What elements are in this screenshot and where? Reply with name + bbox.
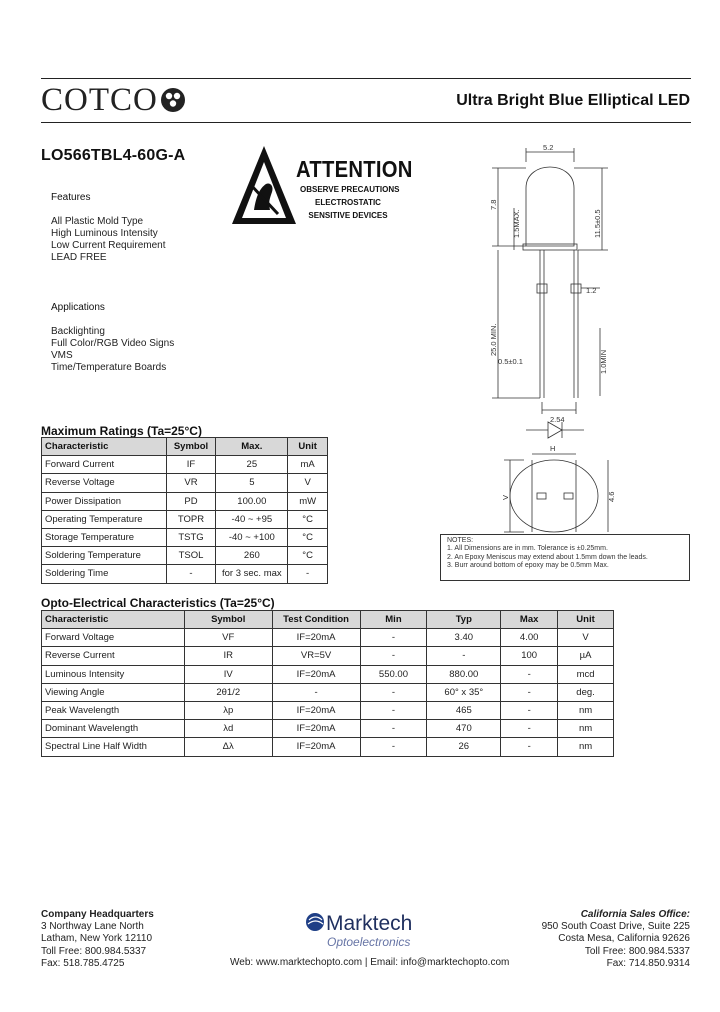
table-cell: nm <box>558 738 614 756</box>
table-cell: - <box>501 683 558 701</box>
table-row <box>42 547 328 565</box>
note-line: 2. An Epoxy Meniscus may extend about 1.5mm down the leads. <box>447 553 648 561</box>
table-cell: 550.00 <box>360 665 427 683</box>
table-cell: IF=20mA <box>272 665 360 683</box>
table-row <box>42 701 614 719</box>
attention-title: ATTENTION <box>296 156 413 182</box>
led-lens-outline <box>526 167 574 246</box>
max-ratings-title: Maximum Ratings (Ta=25°C) <box>41 424 202 438</box>
max-ratings-table <box>41 437 328 584</box>
table-cell: - <box>272 683 360 701</box>
headquarters-block <box>41 909 154 970</box>
column-header: Symbol <box>184 611 272 629</box>
led-top-view-outline <box>510 460 598 532</box>
table-cell: V <box>288 474 328 492</box>
table-row <box>42 510 328 528</box>
table-cell: 2θ1/2 <box>184 683 272 701</box>
table-cell: 60° x 35° <box>427 683 501 701</box>
note-line: NOTES: <box>447 537 474 544</box>
dim-total-label: 11.5±0.5 <box>593 209 602 238</box>
application-item: VMS <box>51 350 73 361</box>
column-header: Characteristic <box>42 611 185 629</box>
table-cell: Soldering Time <box>42 565 167 583</box>
table-cell: Soldering Temperature <box>42 547 167 565</box>
column-header: Max <box>501 611 558 629</box>
ca-line: Toll Free: 800.984.5337 <box>584 945 690 957</box>
column-header: Unit <box>558 611 614 629</box>
table-cell: IF=20mA <box>272 720 360 738</box>
table-cell: °C <box>288 547 328 565</box>
dim-oval-h-label: H <box>550 444 556 453</box>
attention-line: SENSITIVE DEVICES <box>308 211 388 220</box>
table-cell: - <box>360 720 427 738</box>
cotco-logo <box>41 82 201 118</box>
column-header: Max. <box>216 438 288 456</box>
ca-line: Fax: 714.850.9314 <box>606 957 690 969</box>
table-cell: IF <box>166 456 216 474</box>
dim-side-v-label: V <box>501 494 510 500</box>
table-cell: V <box>558 629 614 647</box>
table-cell: λp <box>184 701 272 719</box>
table-cell: - <box>360 738 427 756</box>
hq-line: Toll Free: 800.984.5337 <box>41 945 147 957</box>
table-cell: Storage Temperature <box>42 528 167 546</box>
column-header: Min <box>360 611 427 629</box>
ca-title: California Sales Office: <box>580 909 690 920</box>
table-cell: TSOL <box>166 547 216 565</box>
note-line: 3. Burr around bottom of epoxy may be 0.5mm Max. <box>447 561 609 569</box>
table-cell: deg. <box>558 683 614 701</box>
features-heading: Features <box>51 192 91 203</box>
table-cell: µA <box>558 647 614 665</box>
table-cell: - <box>360 647 427 665</box>
table-cell: PD <box>166 492 216 510</box>
table-row <box>42 456 328 474</box>
table-cell: IF=20mA <box>272 701 360 719</box>
dim-lead-length-label: 25.0 MIN. <box>489 323 498 356</box>
table-cell: Peak Wavelength <box>42 701 185 719</box>
ca-line: 950 South Coast Drive, Suite 225 <box>541 921 690 933</box>
table-row <box>42 647 614 665</box>
table-cell: 4.00 <box>501 629 558 647</box>
attention-line: OBSERVE PRECAUTIONS <box>300 185 400 194</box>
dim-pitch-label: 2.54 <box>550 415 565 424</box>
logo-sub: Optoelectronics <box>327 935 411 949</box>
table-cell: Spectral Line Half Width <box>42 738 185 756</box>
table-cell: Luminous Intensity <box>42 665 185 683</box>
table-cell: Operating Temperature <box>42 510 167 528</box>
table-cell: for 3 sec. max <box>216 565 288 583</box>
table-cell: - <box>166 565 216 583</box>
marktech-logo-globe-icon <box>306 913 324 931</box>
logo-text: COTCO <box>41 81 158 118</box>
led-flange <box>523 244 577 250</box>
table-row <box>42 492 328 510</box>
opto-characteristics-body <box>42 629 614 756</box>
table-cell: 465 <box>427 701 501 719</box>
dim-oval-v-label: 4.6 <box>607 491 616 502</box>
table-cell: Power Dissipation <box>42 492 167 510</box>
part-number: LO566TBL4-60G-A <box>41 147 186 164</box>
dim-height-label: 7.8 <box>489 199 498 210</box>
feature-item: LEAD FREE <box>51 252 107 263</box>
esd-warning-icon <box>230 144 298 226</box>
table-header-row <box>42 611 614 629</box>
table-cell: Reverse Current <box>42 647 185 665</box>
table-row <box>42 665 614 683</box>
table-cell: °C <box>288 528 328 546</box>
table-cell: 3.40 <box>427 629 501 647</box>
table-cell: nm <box>558 701 614 719</box>
table-cell: TOPR <box>166 510 216 528</box>
california-office-block <box>542 909 690 970</box>
table-cell: nm <box>558 720 614 738</box>
opto-characteristics-table <box>41 610 614 757</box>
table-cell: °C <box>288 510 328 528</box>
table-cell: 470 <box>427 720 501 738</box>
table-cell: - <box>501 738 558 756</box>
package-dimension-drawing <box>440 138 690 580</box>
table-cell: 100.00 <box>216 492 288 510</box>
max-ratings-body <box>42 456 328 583</box>
table-cell: Reverse Voltage <box>42 474 167 492</box>
dim-tab-label: 1.2 <box>586 286 597 295</box>
table-header-row <box>42 438 328 456</box>
table-cell: - <box>501 701 558 719</box>
table-cell: 5 <box>216 474 288 492</box>
header-rule <box>41 122 691 123</box>
column-header: Test Condition <box>272 611 360 629</box>
table-cell: IV <box>184 665 272 683</box>
table-cell: VF <box>184 629 272 647</box>
table-cell: - <box>360 701 427 719</box>
table-row <box>42 629 614 647</box>
applications-heading: Applications <box>51 302 105 313</box>
hq-line: Latham, New York 12110 <box>41 933 153 945</box>
table-cell: 100 <box>501 647 558 665</box>
table-cell: -40 ~ +95 <box>216 510 288 528</box>
table-cell: mcd <box>558 665 614 683</box>
table-cell: VR=5V <box>272 647 360 665</box>
dim-lead-width-label: 0.5±0.1 <box>498 357 523 366</box>
ca-line: Costa Mesa, California 92626 <box>558 933 690 945</box>
table-row <box>42 683 614 701</box>
table-row <box>42 720 614 738</box>
table-cell: mW <box>288 492 328 510</box>
attention-line: ELECTROSTATIC <box>315 198 381 207</box>
table-cell: - <box>360 683 427 701</box>
hq-line: Fax: 518.785.4725 <box>41 957 125 969</box>
table-cell: - <box>360 629 427 647</box>
table-cell: Forward Current <box>42 456 167 474</box>
application-item: Time/Temperature Boards <box>51 362 167 373</box>
table-cell: λd <box>184 720 272 738</box>
logo-name: Marktech <box>326 912 413 935</box>
table-cell: - <box>288 565 328 583</box>
feature-item: All Plastic Mold Type <box>51 216 144 227</box>
document-title: Ultra Bright Blue Elliptical LED <box>456 92 690 109</box>
application-item: Backlighting <box>51 326 105 337</box>
table-cell: -40 ~ +100 <box>216 528 288 546</box>
table-cell: - <box>501 720 558 738</box>
feature-item: Low Current Requirement <box>51 240 166 251</box>
hq-line: 3 Northway Lane North <box>41 921 144 933</box>
application-item: Full Color/RGB Video Signs <box>51 338 175 349</box>
notes-box <box>440 534 690 581</box>
feature-item: High Luminous Intensity <box>51 228 158 239</box>
top-rule <box>41 78 691 79</box>
hq-title: Company Headquarters <box>41 909 154 920</box>
table-cell: IF=20mA <box>272 629 360 647</box>
table-cell: 880.00 <box>427 665 501 683</box>
table-row <box>42 474 328 492</box>
web-email-line: Web: www.marktechopto.com | Email: info@marktechopto.com <box>230 957 510 968</box>
marktech-logo <box>304 908 444 952</box>
note-line: 1. All Dimensions are in mm. Tolerance is ±0.25mm. <box>447 545 608 553</box>
column-header: Unit <box>288 438 328 456</box>
table-cell: 26 <box>427 738 501 756</box>
dim-width-label: 5.2 <box>543 143 554 152</box>
table-row <box>42 738 614 756</box>
table-cell: Forward Voltage <box>42 629 185 647</box>
column-header: Typ <box>427 611 501 629</box>
table-cell: TSTG <box>166 528 216 546</box>
cotco-logo-mark-icon <box>160 87 186 113</box>
dim-min-label: 1.0MIN <box>599 349 608 374</box>
table-row <box>42 565 328 583</box>
table-cell: Viewing Angle <box>42 683 185 701</box>
opto-characteristics-title: Opto-Electrical Characteristics (Ta=25°C) <box>41 596 275 610</box>
dim-flange-label: 1.5MAX. <box>512 209 521 238</box>
table-cell: Dominant Wavelength <box>42 720 185 738</box>
table-row <box>42 528 328 546</box>
table-cell: VR <box>166 474 216 492</box>
table-cell: 260 <box>216 547 288 565</box>
table-cell: 25 <box>216 456 288 474</box>
table-cell: Δλ <box>184 738 272 756</box>
column-header: Symbol <box>166 438 216 456</box>
table-cell: IR <box>184 647 272 665</box>
table-cell: mA <box>288 456 328 474</box>
table-cell: IF=20mA <box>272 738 360 756</box>
column-header: Characteristic <box>42 438 167 456</box>
table-cell: - <box>501 665 558 683</box>
table-cell: - <box>427 647 501 665</box>
